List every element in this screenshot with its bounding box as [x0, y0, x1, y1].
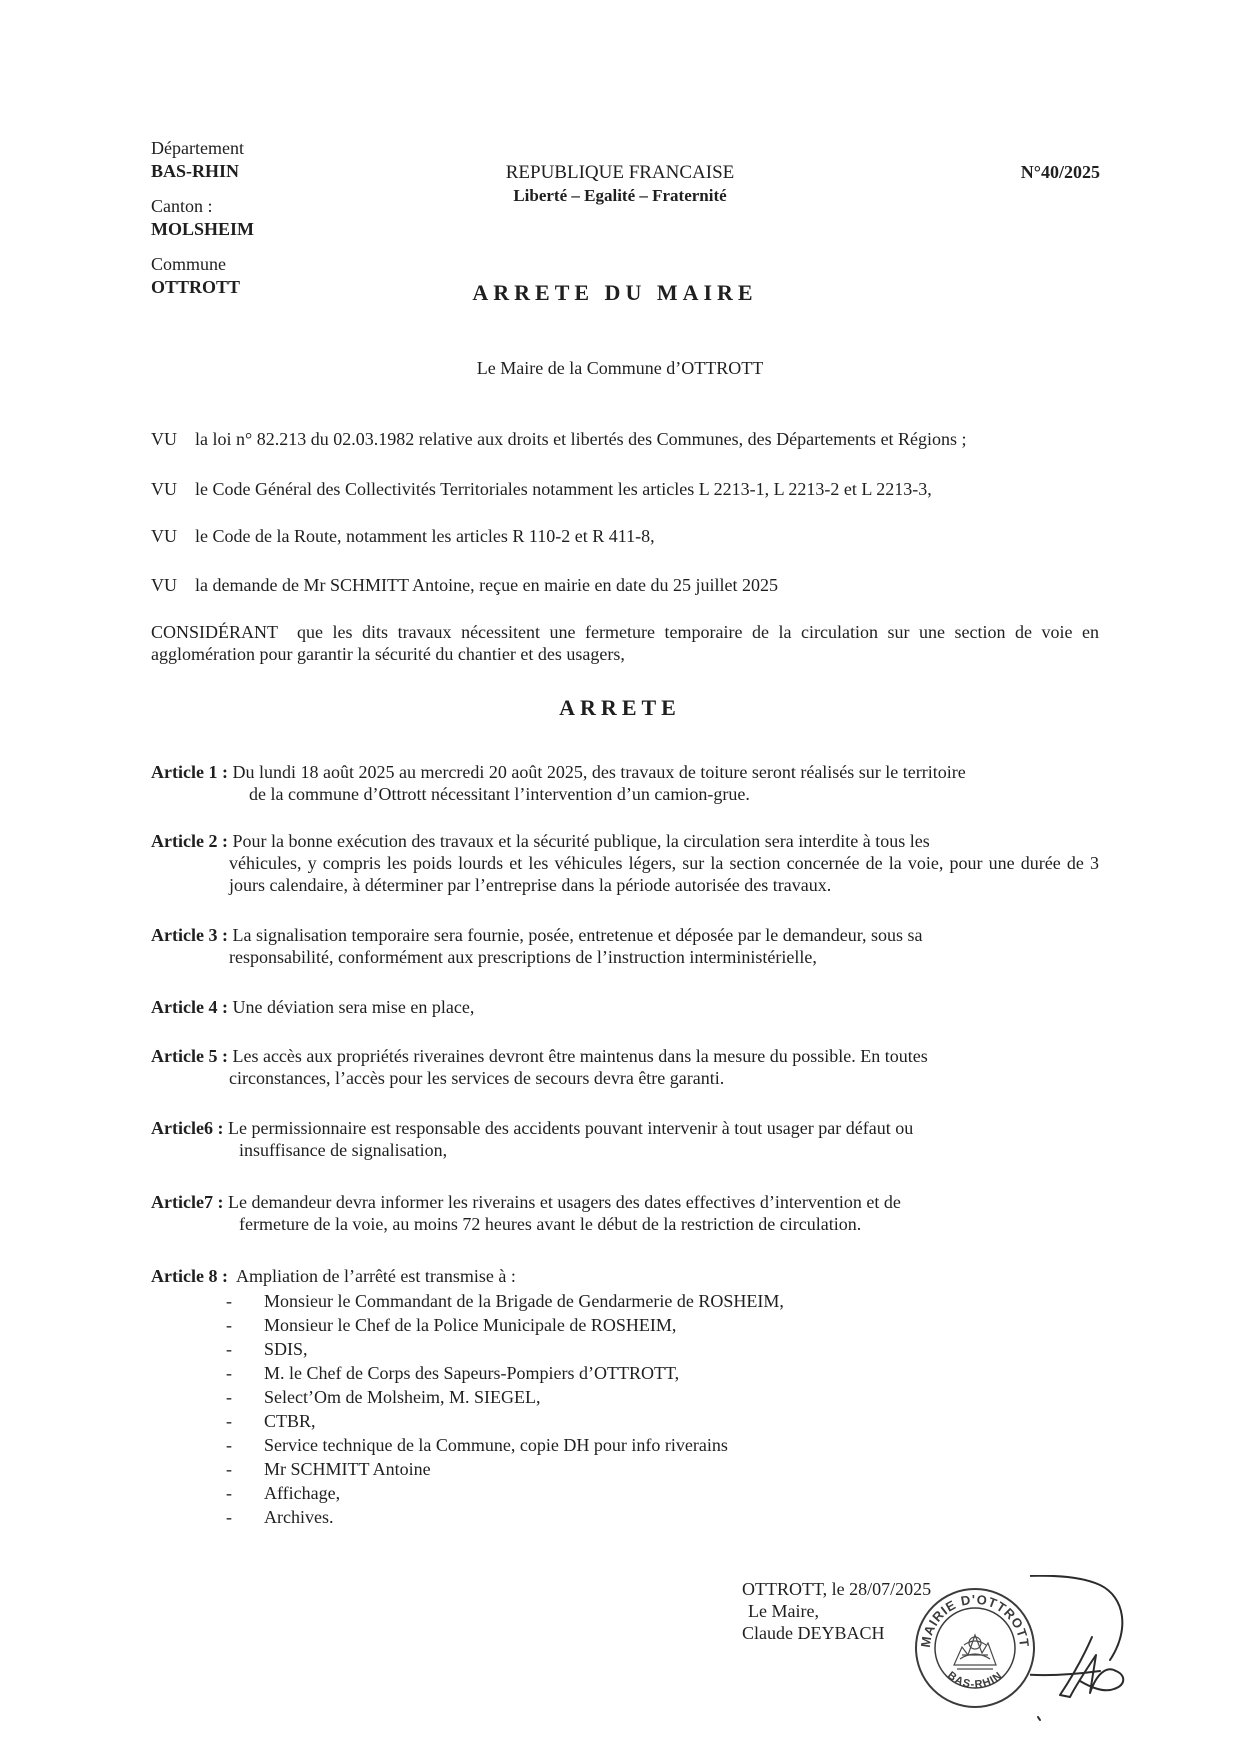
- svg-text:BAS-RHIN: BAS-RHIN: [944, 1669, 1006, 1692]
- vu-text: la demande de Mr SCHMITT Antoine, reçue en mairie en date du 25 juillet 2025: [195, 575, 779, 595]
- vu-label: VU: [151, 526, 177, 546]
- article-text: Le permissionnaire est responsable des accidents pouvant intervenir à tout usager par défaut ou: [227, 1118, 914, 1138]
- article-8: [151, 1265, 1099, 1287]
- commune-block: [151, 253, 411, 299]
- mairie-stamp-seal: [912, 1585, 1037, 1710]
- article-text: Les accès aux propriétés riveraines devront être maintenus dans la mesure du possible. En toutes: [232, 1046, 928, 1066]
- recipient-list: [224, 1289, 1024, 1529]
- canton-block: [151, 195, 411, 241]
- arrete-heading: ARRETE: [559, 695, 681, 720]
- article-4: [151, 996, 1099, 1018]
- article-continuation: véhicules, y compris les poids lourds et les véhicules légers, sur la section concernée de la voie, pour une durée de 3 jours calendaire, à déterminer par l’entreprise dans la période autorisée des travaux.: [229, 853, 1099, 895]
- article-3: [151, 924, 1099, 968]
- article-continuation: responsabilité, conformément aux prescriptions de l’instruction interministérielle,: [229, 947, 817, 967]
- signature-role: Le Maire,: [748, 1601, 819, 1621]
- header-left-column: [151, 137, 411, 311]
- vu-line: [151, 525, 1101, 547]
- list-item: - Affichage,: [226, 1483, 341, 1503]
- page-title: ARRETE DU MAIRE: [472, 280, 758, 305]
- vu-text: le Code de la Route, notamment les articles R 110-2 et R 411-8,: [195, 526, 655, 546]
- article-label: Article 1 :: [151, 762, 228, 782]
- departement-block: [151, 137, 411, 183]
- list-item: - Monsieur le Commandant de la Brigade de Gendarmerie de ROSHEIM,: [226, 1291, 784, 1311]
- article-text: Du lundi 18 août 2025 au mercredi 20 août 2025, des travaux de toiture seront réalisés sur le territoire: [232, 762, 966, 782]
- article-label: Article7 :: [151, 1192, 224, 1212]
- arrete-number: N°40/2025: [1020, 162, 1100, 182]
- vu-line: [151, 428, 1101, 450]
- article-text: La signalisation temporaire sera fournie, posée, entretenue et déposée par le demandeur, sous sa: [232, 925, 923, 945]
- article-label: Article 8 :: [151, 1266, 228, 1286]
- list-item: - CTBR,: [226, 1411, 316, 1431]
- vu-label: VU: [151, 479, 177, 499]
- article-2: [151, 830, 1099, 896]
- republic-name: REPUBLIQUE FRANCAISE: [505, 162, 735, 183]
- commune-value: OTTROTT: [151, 277, 241, 297]
- list-item: - Service technique de la Commune, copie DH pour info riverains: [226, 1435, 728, 1455]
- list-item: - Monsieur le Chef de la Police Municipale de ROSHEIM,: [226, 1315, 677, 1335]
- signature-place-date: OTTROTT, le 28/07/2025: [742, 1579, 932, 1599]
- svg-text:MAIRIE D'OTTROTT: MAIRIE D'OTTROTT: [917, 1591, 1033, 1649]
- signature-name: Claude DEYBACH: [742, 1623, 885, 1643]
- article-label: Article 5 :: [151, 1046, 228, 1066]
- article-label: Article 3 :: [151, 925, 228, 945]
- article-label: Article 4 :: [151, 997, 228, 1017]
- maire-line: Le Maire de la Commune d’OTTROTT: [476, 358, 764, 378]
- article-text: Une déviation sera mise en place,: [232, 997, 475, 1017]
- article-text: Le demandeur devra informer les riverains et usagers des dates effectives d’intervention et de: [227, 1192, 901, 1212]
- article-continuation: fermeture de la voie, au moins 72 heures avant le début de la restriction de circulation.: [239, 1214, 862, 1234]
- vu-label: VU: [151, 429, 177, 449]
- list-item: - Archives.: [226, 1507, 334, 1527]
- article-7: [151, 1191, 1099, 1235]
- article-label: Article 2 :: [151, 831, 228, 851]
- article-6: [151, 1117, 1099, 1161]
- list-item: - SDIS,: [226, 1339, 308, 1359]
- article-text: Ampliation de l’arrêté est transmise à :: [235, 1266, 516, 1286]
- republic-heading: [430, 161, 810, 207]
- vu-label: VU: [151, 575, 177, 595]
- article-5: [151, 1045, 1099, 1089]
- canton-label: Canton :: [151, 196, 213, 216]
- departement-value: BAS-RHIN: [151, 161, 240, 181]
- list-item: - Mr SCHMITT Antoine: [226, 1459, 431, 1479]
- article-continuation: de la commune d’Ottrott nécessitant l’intervention d’un camion-grue.: [249, 784, 750, 804]
- handwritten-signature: [1030, 1575, 1140, 1725]
- vu-text: le Code Général des Collectivités Territoriales notamment les articles L 2213-1, L 2213-2 et L 2213-3,: [195, 479, 932, 499]
- vu-text: la loi n° 82.213 du 02.03.1982 relative aux droits et libertés des Communes, des Départements et Régions ;: [195, 429, 967, 449]
- article-1: [151, 761, 1099, 805]
- vu-line: [151, 574, 1101, 596]
- republic-motto: Liberté – Egalité – Fraternité: [513, 186, 727, 205]
- list-item: - Select’Om de Molsheim, M. SIEGEL,: [226, 1387, 541, 1407]
- article-continuation: insuffisance de signalisation,: [239, 1140, 448, 1160]
- vu-line: [151, 478, 1101, 500]
- article-continuation: circonstances, l’accès pour les services de secours devra être garanti.: [229, 1068, 725, 1088]
- considerant-text: que les dits travaux nécessitent une fermeture temporaire de la circulation sur une section de voie en agglomération pour garantir la sécurité du chantier et des usagers,: [151, 622, 1099, 664]
- commune-label: Commune: [151, 254, 226, 274]
- article-text: Pour la bonne exécution des travaux et la sécurité publique, la circulation sera interdite à tous les: [232, 831, 930, 851]
- list-item: - M. le Chef de Corps des Sapeurs-Pompiers d’OTTROTT,: [226, 1363, 680, 1383]
- considerant-paragraph: [151, 621, 1099, 665]
- considerant-label: CONSIDÉRANT: [151, 622, 279, 642]
- departement-label: Département: [151, 138, 244, 158]
- article-label: Article6 :: [151, 1118, 224, 1138]
- canton-value: MOLSHEIM: [151, 219, 255, 239]
